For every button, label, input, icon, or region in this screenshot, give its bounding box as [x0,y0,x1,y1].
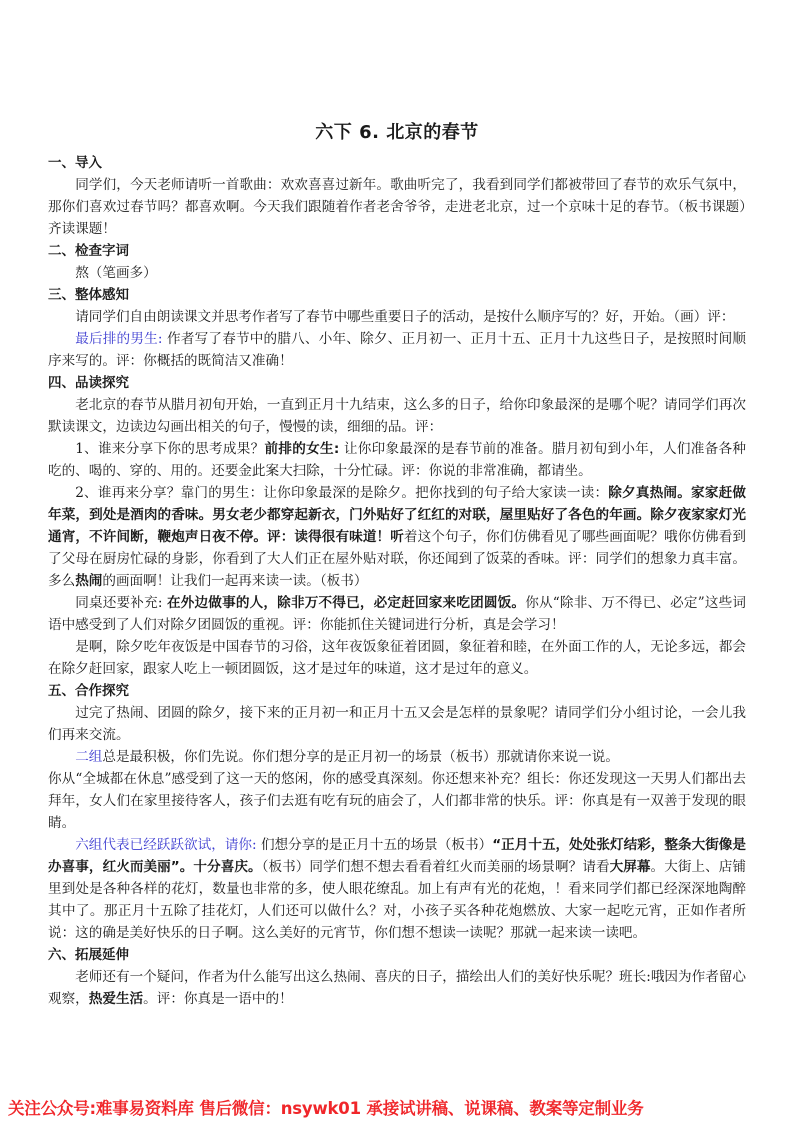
paragraph: 你从“全城都在休息”感受到了这一天的悠闲，你的感受真深刻。你还想来补充？组长：你还发现这一天男人们都出去拜年，女人们在家里接待客人，孩子们去逛有吃有玩的庙会了，人们都非常的快乐。评：你真是有一双善于发现的眼睛。 [48,771,746,831]
paragraph: 过完了热闹、团圆的除夕，接下来的正月初一和正月十五又会是怎样的景象呢？请同学们分小组讨论，一会儿我们再来交流。 [48,705,746,743]
text: 。评：你真是一语中的！ [143,991,293,1007]
paragraph [48,328,746,372]
speaker-label: 最后排的男生: [75,331,163,347]
paragraph: 请同学们自由朗读课文并思考作者写了春节中哪些重要日子的活动，是按什么顺序写的？好，开始。（画）评： [75,309,735,325]
paragraph: 是啊，除夕吃年夜饭是中国春节的习俗，这年夜饭象征着团圆，象征着和睦，在外面工作的人，无论多远，都会在除夕赶回家，跟家人吃上一顿团圆饭，这才是过年的味道，这才是过年的意义。 [48,639,746,677]
text: 1、谁来分享下你的思考成果？ [75,441,265,457]
page-title: 六下 6. 北京的春节 [315,122,479,143]
text: 总是最积极，你们先说。你们想分享的是正月初一的场景（板书）那就请你来说一说。 [102,749,619,765]
paragraph [48,746,746,768]
text: 老师还有一个疑问，作者为什么能写出这么热闹、喜庆的日子，描绘出人们的美好快乐呢？班长:哦因为作者留心观察， [48,969,746,1007]
text: 让你印象最深的是春节前的准备。腊月初旬到小年，人们准备各种吃的、喝的、穿的、用的。还要金此案大扫除，十分忙碌。评：你说的非常准确，都请坐。 [48,441,746,479]
paragraph [48,482,746,592]
paragraph [48,966,746,1010]
text: 2、谁再来分享？靠门的男生：让你印象最深的是除夕。把你找到的句子给大家读一读： [75,485,609,501]
quote-bold: “正月十五，处处张灯结彩，整条大街像是办喜事，红火而美丽”。十分喜庆。 [48,837,746,875]
section-heading: 一、导入 [48,155,102,171]
text: 你从“除非、万不得已、必定”这些词语中感受到了人们对除夕团圆饭的重视。评：你能抓住关键词进行分析，真是会学习！ [48,595,746,633]
text: 同桌还要补充: [75,595,167,611]
section-heading: 三、整体感知 [48,287,129,303]
quote-bold: 除夕真热闹。家家赶做年菜，到处是酒肉的香味。男女老少都穿起新衣，门外贴好了红红的对联，屋里贴好了各色的年画。除夕夜家家灯光通宵，不许间断，鞭炮声日夜不停。评：读得很有味道！听 [48,485,746,545]
paragraph [48,438,746,482]
text: 着这个句子，你们仿佛看见了哪些画面呢？哦你仿佛看到了父母在厨房忙碌的身影，你看到了大人们正在屋外贴对联，你还闻到了饭菜的香味。评：同学们的想象力真丰富。多么 [48,529,746,589]
section-heading: 二、检查字词 [48,243,129,259]
speaker-label: 前排的女生: [264,441,340,457]
text: 们想分享的是正月十五的场景（板书） [256,837,493,853]
speaker-label: 二组 [75,749,103,765]
speaker-label: 六组代表已经跃跃欲试，请你: [75,837,257,853]
section-heading: 五、合作探究 [48,683,129,699]
paragraph: 老北京的春节从腊月初旬开始，一直到正月十九结束，这么多的日子，给你印象最深的是哪个呢？请同学们再次默读课文，边读边勾画出相关的句子，慢慢的读，细细的品。评： [48,397,746,435]
section-heading: 六、拓展延伸 [48,947,129,963]
keyword-bold: 大屏幕 [609,859,651,875]
text: 的画面啊！让我们一起再来读一读。（板书） [102,573,368,589]
section-heading: 四、品读探究 [48,375,129,391]
keyword-bold: 热闹 [75,573,103,589]
text: 。大街上、店铺里到处是各种各样的花灯，数量也非常的多，使人眼花缭乱。加上有声有光的花炮，！看来同学们都已经深深地陶醉其中了。那正月十五除了挂花灯，人们还可以做什么？对，小孩子买各种花炮燃放、大家一起吃元宵，正如作者所说：这的确是美好快乐的日子啊。这么美好的元宵节，你们想不想读一读呢？那就一起来读一读吧。 [48,859,747,941]
document-page [48,118,746,1010]
paragraph [48,592,746,636]
text: （板书）同学们想不想去看看着红火而美丽的场景啊？请看 [261,859,610,875]
promo-banner: 关注公众号:难事易资料库 售后微信：nsywk01 承接试讲稿、说课稿、教案等定制业务 [8,1099,644,1118]
quote-bold: 在外边做事的人，除非万不得已，必定赶回家来吃团圆饭。 [166,595,526,611]
text: 作者写了春节中的腊八、小年、除夕、正月初一、正月十五、正月十九这些日子，是按照时间顺序来写的。评：你概括的既简洁又准确！ [48,331,746,369]
paragraph: 同学们，今天老师请听一首歌曲：欢欢喜喜过新年。歌曲听完了，我看到同学们都被带回了春节的欢乐气氛中，那你们喜欢过春节吗？都喜欢啊。今天我们跟随着作者老舍爷爷，走进老北京，过一个京味十足的春节。（板书课题）齐读课题！ [48,177,746,237]
paragraph [48,834,746,944]
keyword-bold: 热爱生活 [88,991,144,1007]
paragraph: 熬（笔画多） [75,265,157,281]
